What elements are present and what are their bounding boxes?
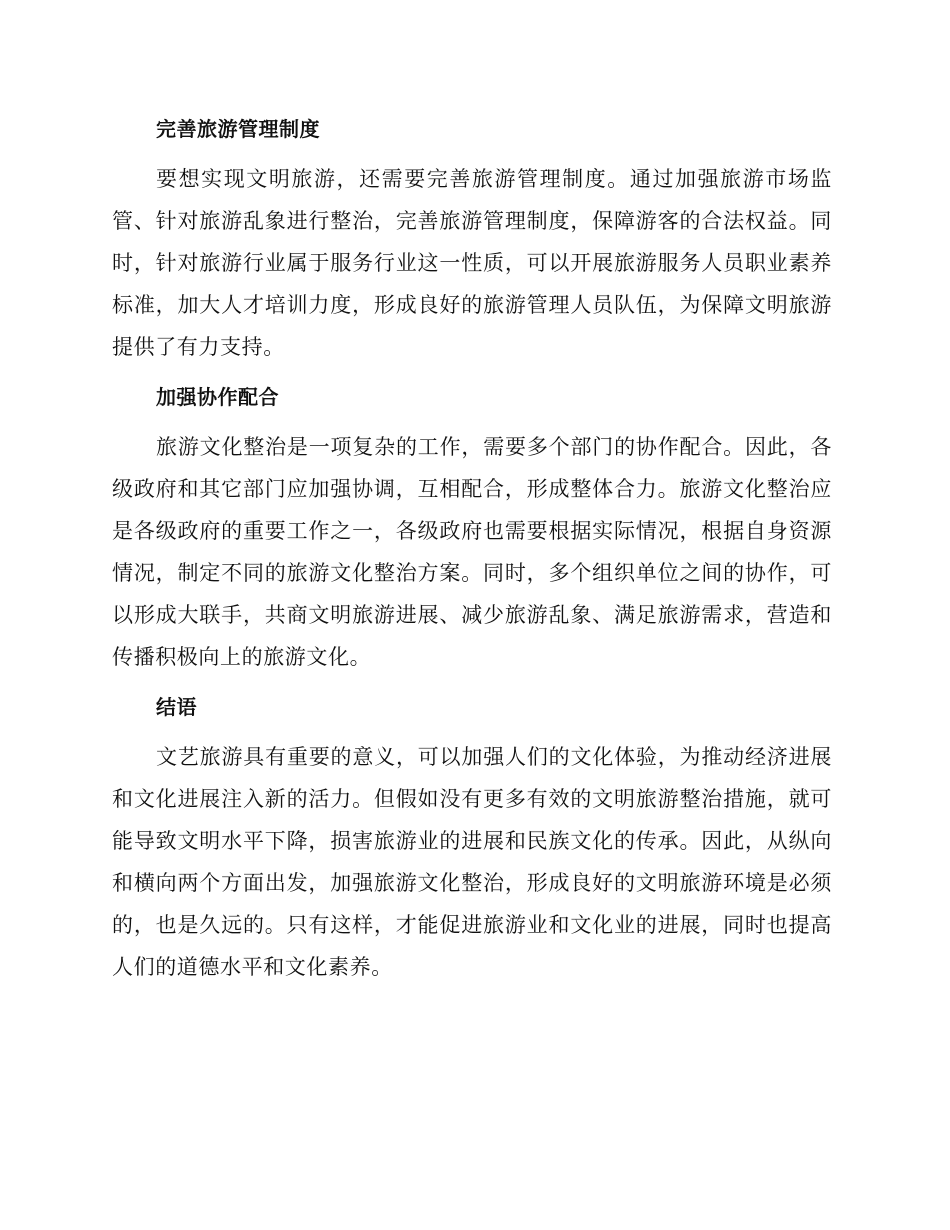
section-heading-cooperation: 加强协作配合 [156,385,279,409]
section-paragraph-management: 要想实现文明旅游，还需要完善旅游管理制度。通过加强旅游市场监管、针对旅游乱象进行整治，完善旅游管理制度，保障游客的合法权益。同时，针对旅游行业属于服务行业这一性质，可以开展旅游服务人员职业素养标准，加大人才培训力度，形成良好的旅游管理人员队伍，为保障文明旅游提供了有力支持。 [112,167,832,359]
section-heading-conclusion: 结语 [156,695,197,719]
section-paragraph-cooperation: 旅游文化整治是一项复杂的工作，需要多个部门的协作配合。因此，各级政府和其它部门应加强协调，互相配合，形成整体合力。旅游文化整治应是各级政府的重要工作之一，各级政府也需要根据实际情况，根据自身资源情况，制定不同的旅游文化整治方案。同时，多个组织单位之间的协作，可以形成大联手，共商文明旅游进展、减少旅游乱象、满足旅游需求，营造和传播积极向上的旅游文化。 [112,435,832,669]
section-heading-management: 完善旅游管理制度 [156,117,320,141]
section-paragraph-conclusion: 文艺旅游具有重要的意义，可以加强人们的文化体验，为推动经济进展和文化进展注入新的活力。但假如没有更多有效的文明旅游整治措施，就可能导致文明水平下降，损害旅游业的进展和民族文化的传承。因此，从纵向和横向两个方面出发，加强旅游文化整治，形成良好的文明旅游环境是必须的，也是久远的。只有这样，才能促进旅游业和文化业的进展，同时也提高人们的道德水平和文化素养。 [112,745,832,979]
document-page [112,108,832,996]
